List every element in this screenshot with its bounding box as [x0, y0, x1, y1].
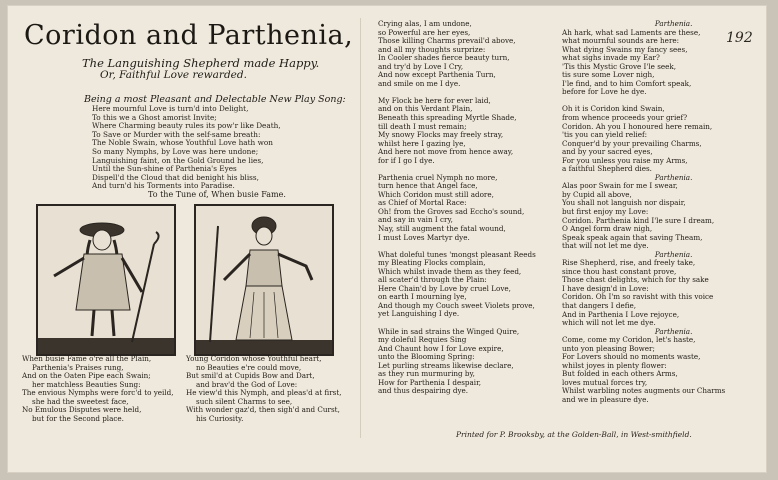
verse-line: turn hence that Angel face,: [378, 181, 478, 191]
verse-column-1: [22, 355, 174, 423]
verse-line: before for Love he dye.: [562, 87, 647, 97]
verse-line: till death I must remain;: [378, 121, 467, 131]
verse-line: Coridon. Oh I'm so ravisht with this voice: [562, 292, 714, 302]
verse-line: and by your sacred eyes,: [562, 147, 653, 157]
printer-imprint: Printed for P. Brooksby, at the Golden-Ball, in West-smithfield.: [456, 430, 692, 439]
verse-line: Oh! from the Groves sad Eccho's sound,: [378, 206, 525, 216]
verse-line: since thou hast constant prove,: [562, 266, 677, 276]
verse-line: but for the Second place.: [32, 413, 124, 423]
subtitle-line: Or, Faithful Love rewarded.: [100, 69, 247, 81]
verse-line: Those chast delights, which for thy sake: [562, 275, 709, 285]
tune-line: To the Tune of, When busie Fame.: [148, 190, 286, 199]
verse-line: Nay, still augment the fatal wound,: [378, 224, 506, 234]
verse-line: And in Parthenia I Love rejoyce,: [562, 309, 680, 319]
verse-line: so Powerful are her eyes,: [378, 27, 471, 37]
verse-line: for if I go I dye.: [378, 155, 435, 165]
verse-line: Where Charming beauty rules its pow'r like Death,: [92, 121, 281, 131]
page-number: 192: [726, 30, 753, 46]
verse-line: Dispell'd the Cloud that did benight his bliss,: [92, 172, 259, 182]
verse-line: whilst here I gazing lye,: [378, 138, 466, 148]
verse-line: her matchless Beauties Sung:: [32, 379, 141, 389]
verse-line: And though my Couch sweet Violets prove,: [378, 300, 535, 310]
verse-line: what mournful sounds are here:: [562, 36, 680, 46]
verse-line: Oh it is Coridon kind Swain,: [562, 104, 665, 114]
verse-line: But folded in each others Arms,: [562, 369, 678, 379]
verse-line: Here mournful Love is turn'd into Delight,: [92, 104, 249, 113]
verse-line: What doleful tunes 'mongst pleasant Reeds: [378, 249, 536, 259]
verse-line: No Emulous Disputes were held,: [22, 405, 142, 415]
subtitle-line: Being a most Pleasant and Delectable New Play Song:: [84, 94, 346, 105]
verse-line: Alas poor Swain for me I swear,: [562, 181, 678, 191]
verse-line: And here not move from hence away,: [378, 147, 514, 157]
verse-line: Those killing Charms prevail'd above,: [378, 36, 516, 46]
verse-line: 'tis you can yield relief:: [562, 130, 648, 140]
verse-line: Whilst warbling notes augments our Charms: [562, 386, 726, 396]
verse-line: While in sad strains the Winged Quire,: [378, 326, 520, 336]
verse-line: no Beauties e're could move,: [196, 362, 302, 372]
verse-line: Rise Shepherd, rise, and freely take,: [562, 258, 696, 268]
verse-line: and brav'd the God of Love:: [196, 379, 298, 389]
verse-line: Parthenia cruel Nymph no more,: [378, 172, 498, 182]
verse-line: Crying alas, I am undone,: [378, 19, 472, 28]
verse-line: For you unless you raise my Arms,: [562, 155, 688, 165]
verse-line: The envious Nymphs were forc'd to yeild,: [22, 388, 174, 398]
verse-column-2: [186, 355, 342, 423]
verse-line: When busie Fame o're all the Plain,: [22, 354, 152, 363]
verse-line: Let purling streams likewise declare,: [378, 360, 514, 370]
verse-line: as they run murmuring by,: [378, 369, 475, 379]
verse-column-4: [562, 20, 725, 405]
verse-line: So many Nymphs, by Love was here undone;: [92, 146, 259, 156]
verse-line: I'le find, and to him Comfort speak,: [562, 78, 692, 88]
verse-line: And on the Oaten Pipe each Swain;: [22, 371, 151, 381]
verse-line: but first enjoy my Love:: [562, 206, 649, 216]
verse-line: by Cupid all above,: [562, 189, 632, 199]
verse-column-3: [378, 20, 536, 396]
verse-line: and say in vain I cry,: [378, 215, 453, 225]
verse-line: such silent Charms to see,: [196, 396, 293, 406]
verse-line: Coridon. Parthenia kind I'le sure I dream,: [562, 215, 715, 225]
subtitle-line: The Languishing Shepherd made Happy.: [82, 56, 320, 70]
verse-line: He view'd this Nymph, and pleas'd at first,: [186, 388, 342, 398]
verse-line: Which Coridon must still adore,: [378, 189, 494, 199]
verse-line: Here Chain'd by Love by cruel Love,: [378, 283, 511, 293]
verse-line: The Noble Swain, whose Youthful Love hath won: [92, 138, 273, 148]
verse-line: that dangers I defie,: [562, 301, 637, 310]
verse-line: To this we a Ghost amorist Invite;: [92, 112, 217, 122]
verse-line: Parthenia's Praises rung,: [32, 362, 124, 372]
verse-line: What dying Swains my fancy sees,: [562, 44, 688, 54]
verse-line: what sighs invade my Ear?: [562, 53, 660, 63]
verse-line: Speak speak again that saving Theam,: [562, 232, 703, 242]
verse-line: and all my thoughts surprize:: [378, 44, 486, 54]
verse-line: I must Loves Martyr dye.: [378, 232, 470, 242]
verse-line: unto the Blooming Spring:: [378, 352, 475, 362]
broadside-sheet: [8, 6, 766, 472]
verse-line: How for Parthenia I despair,: [378, 377, 482, 387]
intro-verse: [92, 105, 281, 191]
verse-line: she had the sweetest face,: [32, 396, 129, 406]
verse-line: In Cooler shades fierce beauty turn,: [378, 53, 510, 63]
verse-line: My Flock be here for ever laid,: [378, 95, 491, 105]
verse-line: Come, come my Coridon, let's haste,: [562, 335, 696, 345]
verse-line: My snowy Flocks may freely stray,: [378, 130, 504, 140]
verse-line: Which whilst invade them as they feed,: [378, 266, 522, 276]
verse-line: as Chief of Mortal Race:: [378, 198, 467, 208]
verse-line: Parthenia.: [654, 326, 693, 336]
verse-line: on earth I mourning lye,: [378, 292, 467, 302]
verse-line: Until the Sun-shine of Parthenia's Eyes: [92, 164, 237, 174]
verse-line: O Angel form draw nigh,: [562, 224, 653, 234]
verse-line: and we in pleasure dye.: [562, 395, 649, 405]
verse-line: Conquer'd by your prevailing Charms,: [562, 138, 702, 148]
verse-line: whilst joyes in plenty flower:: [562, 360, 667, 370]
verse-line: unto yon pleasing Bower;: [562, 343, 655, 353]
verse-line: Beneath this spreading Myrtle Shade,: [378, 112, 517, 122]
shepherdess-woodcut-image: [194, 204, 334, 356]
verse-line: a faithful Shepherd dies.: [562, 164, 652, 174]
verse-line: But smil'd at Cupids Bow and Dart,: [186, 371, 315, 381]
verse-line: Ah hark, what sad Laments are these,: [562, 27, 701, 37]
verse-line: And turn'd his Torments into Paradise.: [92, 181, 235, 191]
verse-line: Parthenia.: [654, 172, 693, 182]
verse-line: With wonder gaz'd, then sigh'd and Curst,: [186, 405, 340, 415]
verse-line: I have design'd in Love:: [562, 283, 649, 293]
verse-line: my doleful Requies Sing: [378, 335, 467, 345]
verse-line: For Lovers should no moments waste,: [562, 352, 701, 362]
verse-line: And Chaunt how I for Love expire,: [378, 343, 504, 353]
verse-line: and try'd by Love I Cry,: [378, 61, 464, 71]
verse-line: and thus despairing dye.: [378, 386, 469, 396]
page-title: Coridon and Parthenia,: [24, 20, 354, 51]
verse-line: which will not let me dye.: [562, 318, 656, 328]
verse-line: tis sure some Lover nigh,: [562, 70, 655, 80]
shepherd-woodcut-image: [36, 204, 176, 356]
verse-line: and on this Verdant Plain,: [378, 104, 473, 114]
verse-line: And now except Parthenia Turn,: [378, 70, 496, 80]
verse-line: Parthenia.: [654, 19, 693, 28]
column-divider: [360, 18, 361, 438]
verse-line: loves mutual forces try,: [562, 377, 648, 387]
verse-line: my Bleating Flocks complain,: [378, 258, 486, 268]
verse-line: from whence proceeds your grief?: [562, 112, 688, 122]
verse-line: all scater'd through the Plain:: [378, 275, 487, 285]
verse-line: that will not let me dye.: [562, 241, 649, 251]
verse-line: Young Coridon whose Youthful heart,: [186, 354, 322, 363]
verse-line: To Save or Murder with the self-same breath:: [92, 129, 261, 139]
verse-line: Parthenia.: [654, 249, 693, 259]
verse-line: You shall not languish nor dispair,: [562, 198, 686, 208]
verse-line: 'Tis this Mystic Grove I'le seek,: [562, 61, 677, 71]
verse-line: and smile on me I dye.: [378, 78, 461, 88]
verse-line: his Curiosity.: [196, 413, 244, 423]
verse-line: Coridon. Ah you I honoured here remain,: [562, 121, 713, 131]
verse-line: yet Languishing I dye.: [378, 309, 460, 319]
verse-line: Languishing faint, on the Gold Ground he lies,: [92, 155, 264, 165]
